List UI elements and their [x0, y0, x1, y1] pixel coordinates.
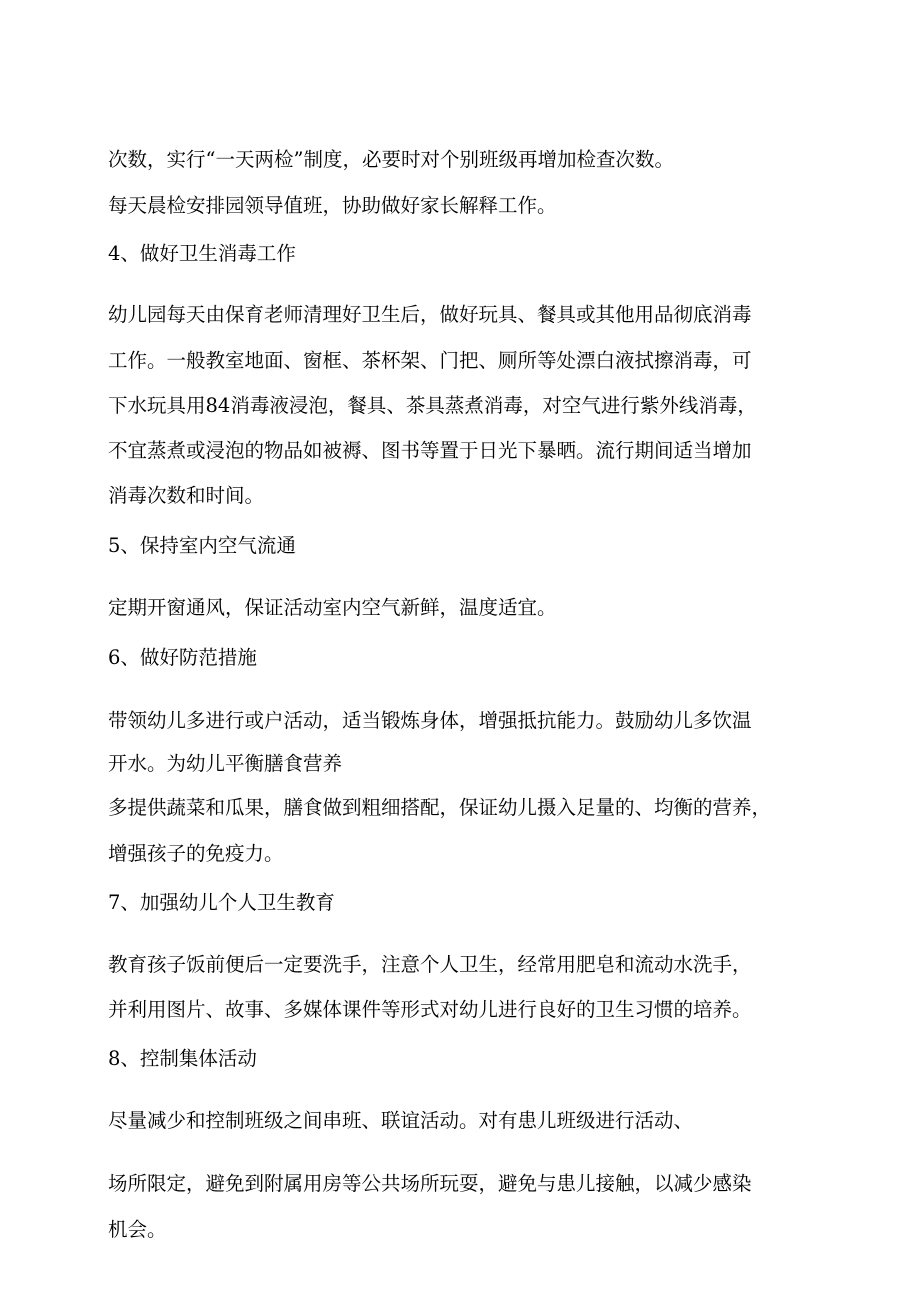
text-line: 消毒次数和时间。	[108, 484, 265, 507]
text-line: 并利用图片、故事、多媒体课件等形式对幼儿进行良好的卫生习惯的培养。	[108, 998, 752, 1021]
text-line: 带领幼儿多进行或户活动，适当锻炼身体，增强抵抗能力。鼓励幼儿多饮温	[108, 709, 752, 732]
text-line: 下水玩具用84消毒液浸泡，餐具、茶具蒸煮消毒，对空气进行紫外线消毒，	[108, 394, 757, 417]
section-heading-6: 6、做好防范措施	[108, 646, 257, 669]
text-line: 增强孩子的免疫力。	[108, 842, 284, 865]
section-heading-4: 4、做好卫生消毒工作	[108, 242, 296, 265]
text-line: 多提供蔬菜和瓜果，膳食做到粗细搭配，保证幼儿摄入足量的、均衡的营养，	[108, 796, 772, 819]
text-line: 定期开窗通风，保证活动室内空气新鲜，温度适宜。	[108, 596, 557, 619]
text-line: 工作。一般教室地面、窗框、茶杯架、门把、厕所等处漂白液拭擦消毒，可	[108, 349, 752, 372]
text-line: 教育孩子饭前便后一定要洗手，注意个人卫生，经常用肥皂和流动水洗手，	[108, 953, 752, 976]
text-line: 幼儿园每天由保育老师清理好卫生后，做好玩具、餐具或其他用品彻底消毒	[108, 303, 752, 326]
text-line: 机会。	[108, 1218, 167, 1241]
text-line: 开水。为幼儿平衡膳食营养	[108, 752, 343, 775]
section-heading-7: 7、加强幼儿个人卫生教育	[108, 891, 335, 914]
text-line: 次数，实行“一天两检”制度，必要时对个别班级再增加检查次数。	[108, 148, 674, 171]
text-line: 尽量减少和控制班级之间串班、联谊活动。对有患儿班级进行活动、	[108, 1109, 694, 1132]
text-line: 每天晨检安排园领导值班，协助做好家长解释工作。	[108, 194, 557, 217]
text-line: 不宜蒸煮或浸泡的物品如被褥、图书等置于日光下暴晒。流行期间适当增加	[108, 439, 752, 462]
section-heading-8: 8、控制集体活动	[108, 1047, 257, 1070]
text-line: 场所限定，避免到附属用房等公共场所玩耍，避免与患儿接触，以减少感染	[108, 1172, 752, 1195]
section-heading-5: 5、保持室内空气流通	[108, 534, 296, 557]
